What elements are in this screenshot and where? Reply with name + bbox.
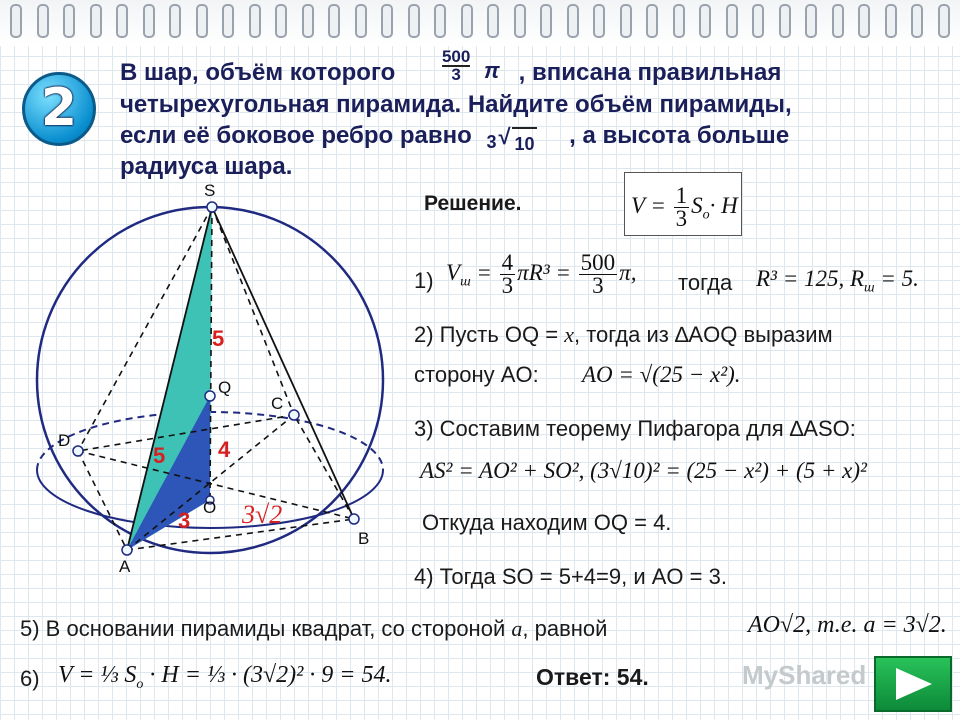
binding-ring: [593, 4, 605, 38]
value-AO: 3: [178, 508, 191, 533]
f6: V = ⅓ S: [58, 662, 137, 688]
binding-ring: [911, 4, 923, 38]
binding-ring: [885, 4, 897, 38]
binding-ring: [805, 4, 817, 38]
binding-ring: [461, 4, 473, 38]
formula-s: S: [691, 192, 703, 218]
binding-ring: [381, 4, 393, 38]
step1-then: тогда: [678, 270, 733, 295]
fraction: [500, 252, 516, 297]
fraction-num: 4: [501, 250, 514, 275]
formula-tail: · H: [709, 192, 738, 218]
problem-text: если её боковое ребро равно: [120, 121, 472, 149]
value-AQ: 5: [153, 443, 166, 468]
binding-ring: [37, 4, 49, 38]
binding-ring: [249, 4, 261, 38]
step1-label: 1): [414, 268, 434, 293]
volume-formula: [402, 46, 512, 89]
binding-ring: [196, 4, 208, 38]
f1-end: π,: [619, 259, 637, 285]
problem-line-4: радиуса шара.: [120, 153, 293, 181]
binding-ring: [646, 4, 658, 38]
step2-x: x: [564, 322, 574, 347]
site-logo: MyShared: [742, 660, 867, 690]
binding-ring: [90, 4, 102, 38]
binding-ring: [620, 4, 632, 38]
binding-ring: [10, 4, 22, 38]
fraction-num: 1: [675, 183, 688, 208]
binding-ring: [169, 4, 181, 38]
step3-result: Откуда находим OQ = 4.: [422, 510, 672, 535]
step2-text: , тогда из ∆AOQ выразим: [573, 322, 833, 347]
step1-formula-2: [756, 266, 919, 297]
binding-ring: [858, 4, 870, 38]
fraction: [579, 252, 618, 297]
problem-line-2: четырехугольная пирамида. Найдите объём пирамиды,: [120, 90, 792, 118]
binding-ring: [779, 4, 791, 38]
binding-ring: [275, 4, 287, 38]
binding-ring: [673, 4, 685, 38]
step2-text: 2) Пусть OQ =: [414, 322, 559, 347]
binding-ring: [434, 4, 446, 38]
next-slide-button[interactable]: [874, 656, 952, 712]
problem-text: В шар, объём которого: [120, 59, 396, 86]
binding-ring: [302, 4, 314, 38]
step3-line: 3) Составим теорему Пифагора для ∆ASO:: [414, 416, 856, 441]
binding-ring: [355, 4, 367, 38]
binding-ring: [832, 4, 844, 38]
edge-coefficient: 3: [486, 132, 497, 153]
step5-line: [20, 616, 607, 642]
f6-sub: o: [136, 676, 144, 692]
value-SQ: 5: [212, 326, 225, 351]
fraction-den: 3: [592, 273, 604, 298]
binding-ring: [116, 4, 128, 38]
f2-sub: ш: [864, 280, 875, 296]
volume-denominator: 3: [451, 64, 461, 84]
binding-ring: [408, 4, 420, 38]
main-formula-box: [624, 172, 742, 236]
binding-ring: [514, 4, 526, 38]
f1-sub: ш: [460, 274, 471, 290]
label-Q: Q: [218, 378, 232, 397]
binding-ring: [699, 4, 711, 38]
problem-line-1: [120, 46, 950, 89]
step5-text: , равной: [522, 616, 608, 641]
formula-sub: o: [702, 207, 710, 223]
fraction-den: 3: [675, 206, 688, 231]
binding-ring: [540, 4, 552, 38]
binding-ring: [567, 4, 579, 38]
label-C: C: [271, 394, 284, 413]
solution-heading: Решение.: [424, 192, 522, 215]
value-OQ: 4: [218, 437, 231, 462]
main-formula: [631, 185, 738, 230]
problem-line-3: [120, 120, 950, 155]
f1-mid: πR³ =: [517, 259, 571, 285]
step5-a: a: [511, 616, 523, 641]
label-D: D: [58, 431, 71, 450]
step2-line-2: сторону AO:: [414, 362, 539, 387]
binding-ring: [328, 4, 340, 38]
pyramid-figure: [0, 176, 410, 596]
problem-number-badge: 2: [22, 72, 96, 146]
edge-radicand: 10: [512, 127, 536, 160]
step6-label: 6): [20, 666, 40, 691]
edge-value: 3 √ 10: [478, 121, 562, 151]
problem-statement: [120, 46, 950, 182]
f6-tail: · H = ⅓ · (3√2)² · 9 = 54.: [143, 662, 392, 688]
value-side: 3√2: [242, 500, 283, 529]
step2-line-1: [414, 322, 833, 348]
problem-text: , вписана правильная: [518, 59, 782, 86]
step6-formula: [58, 662, 392, 693]
formula-lhs: V =: [631, 192, 666, 218]
step1-formula-1: $V_ш$ = $\frac{4}{3}$ πR³ = $\frac{500}{3}$ π,: [446, 250, 637, 298]
f2-end: = 5.: [874, 266, 919, 291]
problem-text: , а высота больше: [569, 121, 790, 149]
step5-text: 5) В основании пирамиды квадрат, со стороной: [20, 616, 506, 641]
binding-ring: [63, 4, 75, 38]
volume-numerator: 500: [441, 46, 471, 66]
fraction-num: 500: [580, 250, 616, 275]
step5-formula: AO√2, т.е. a = 3√2.: [748, 612, 947, 638]
label-S: S: [204, 181, 216, 200]
step2-formula: AO = √(25 − x²).: [582, 362, 741, 387]
binding-ring: [222, 4, 234, 38]
binding-ring: [938, 4, 950, 38]
f2: R³ = 125, R: [756, 266, 865, 291]
fraction-den: 3: [501, 273, 514, 298]
step4-line: 4) Тогда SO = 5+4=9, и AO = 3.: [414, 564, 727, 589]
label-B: B: [358, 529, 370, 548]
arrow-right-icon: [876, 658, 950, 710]
f1-v: V: [446, 259, 461, 285]
notebook-binding: [0, 0, 960, 46]
binding-ring: [752, 4, 764, 38]
base-square: [78, 415, 354, 550]
fraction: [674, 185, 690, 230]
label-A: A: [119, 557, 131, 576]
label-O: O: [203, 498, 217, 517]
binding-ring: [487, 4, 499, 38]
step3-formula: AS² = AO² + SO², (3√10)² = (25 − x²) + (5 + x)²: [420, 458, 867, 483]
binding-ring: [143, 4, 155, 38]
answer: Ответ: 54.: [536, 664, 649, 690]
binding-ring: [726, 4, 738, 38]
volume-pi: π: [483, 57, 500, 83]
